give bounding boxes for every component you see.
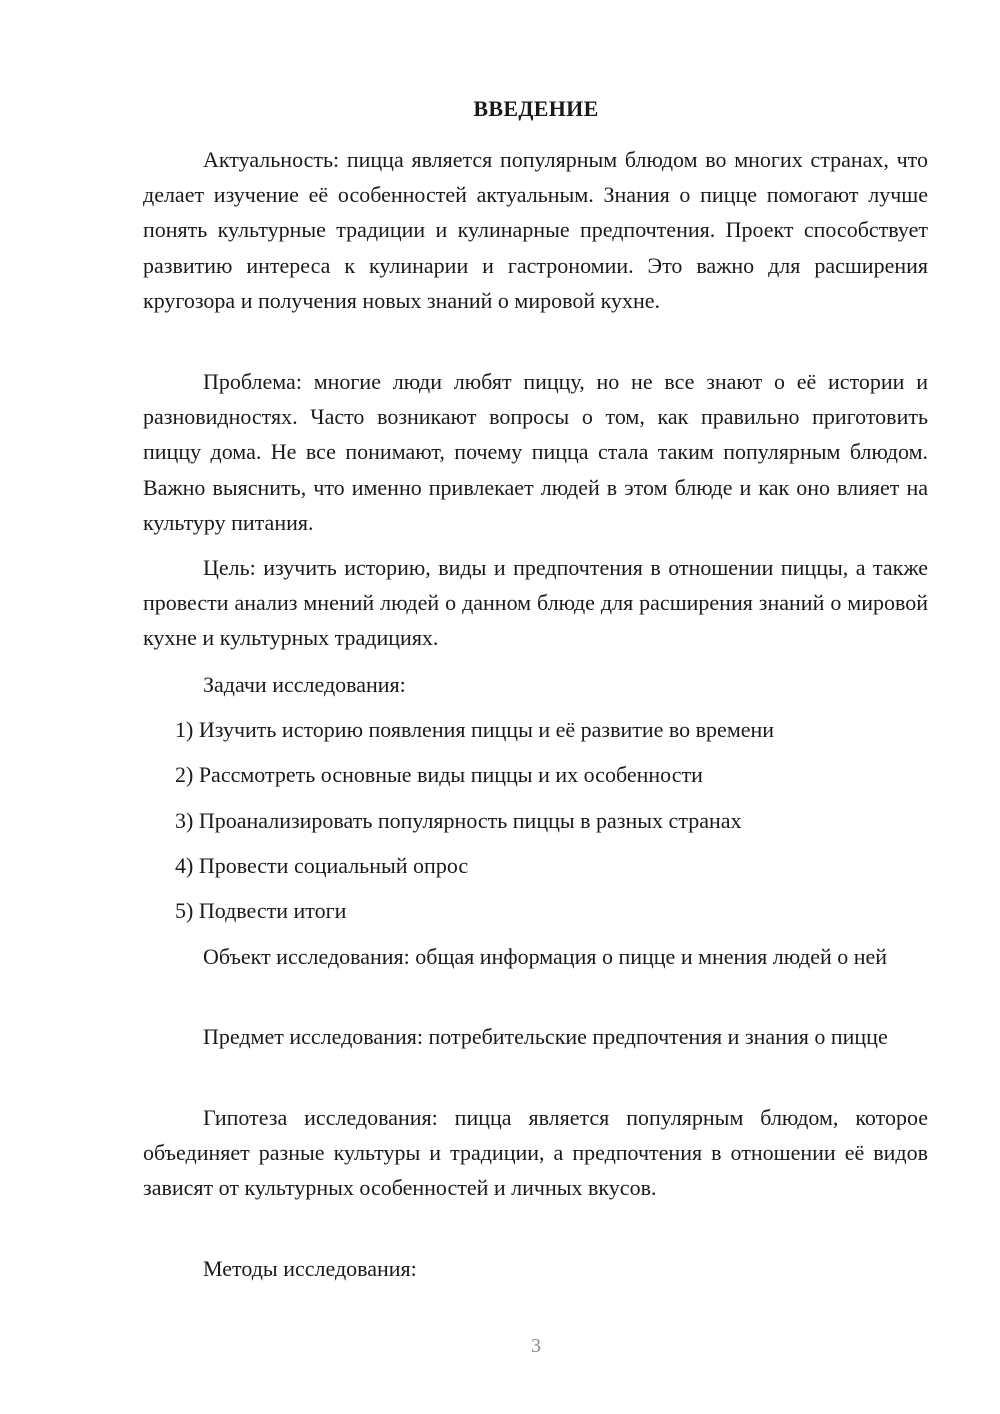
page-number: 3: [531, 1335, 541, 1357]
paragraph-relevance: Актуальность: пицца является популярным блюдом во многих странах, что делает изучение её особенностей актуальным. Знания о пицце помогают лучше понять культурные традиции и кулинарные предпочтения. Проект способствует развитию интереса к кулинарии и гастрономии. Это важно для расширения кругозора и получения новых знаний о мировой кухне.: [143, 147, 928, 313]
paragraph-problem: Проблема: многие люди любят пиццу, но не все знают о её истории и разновидностях. Часто возникают вопросы о том, как правильно приготовить пиццу дома. Не все понимают, почему пицца стала таким популярным блюдом. Важно выяснить, что именно привлекает людей в этом блюде и как оно влияет на культуру питания.: [143, 369, 928, 535]
page-title: ВВЕДЕНИЕ: [473, 96, 599, 121]
task-item-3: 3) Проанализировать популярность пиццы в разных странах: [175, 808, 742, 833]
paragraph-goal: Цель: изучить историю, виды и предпочтения в отношении пиццы, а также провести анализ мнений людей о данном блюде для расширения знаний о мировой кухне и культурных традициях.: [143, 555, 928, 651]
tasks-heading: Задачи исследования:: [203, 672, 406, 697]
task-item-1: 1) Изучить историю появления пиццы и её развитие во времени: [175, 717, 775, 742]
task-item-2: 2) Рассмотреть основные виды пиццы и их особенности: [175, 762, 703, 787]
task-item-4: 4) Провести социальный опрос: [175, 853, 469, 878]
paragraph-subject: Предмет исследования: потребительские предпочтения и знания о пицце: [203, 1024, 888, 1049]
paragraph-object: Объект исследования: общая информация о пицце и мнения людей о ней: [203, 944, 888, 969]
paragraph-hypothesis: Гипотеза исследования: пицца является популярным блюдом, которое объединяет разные культуры и традиции, а предпочтения в отношении её видов зависят от культурных особенностей и личных вкусов.: [143, 1105, 928, 1201]
task-item-5: 5) Подвести итоги: [175, 898, 347, 923]
paragraph-methods: Методы исследования:: [203, 1256, 417, 1281]
